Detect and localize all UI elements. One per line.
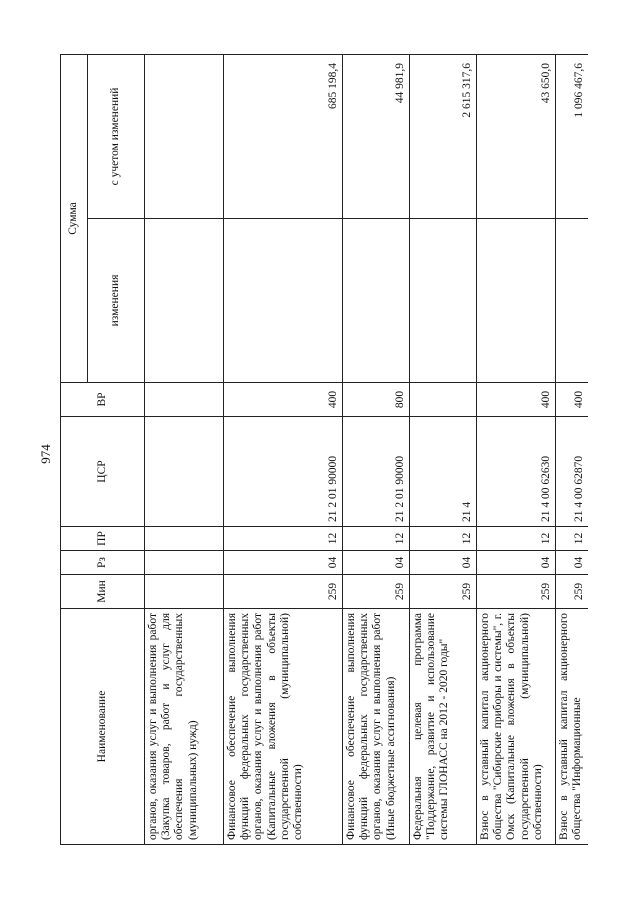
row-csr: 21 2 01 90000 <box>343 417 410 527</box>
row-total: 2 615 317,6 <box>410 54 477 218</box>
row-vr: 800 <box>343 383 410 417</box>
row-total <box>145 54 224 218</box>
row-pr: 12 <box>556 527 589 551</box>
row-name: Федеральная целевая программа "Поддержание, развитие и использование системы ГЛОНАСС на 2012 - 2020 годы" <box>410 609 477 845</box>
row-csr <box>145 417 224 527</box>
table-row <box>343 54 410 844</box>
row-change <box>477 219 556 383</box>
header-min: Мин <box>61 575 145 609</box>
row-vr <box>410 383 477 417</box>
budget-table <box>60 54 588 845</box>
budget-table-sheet <box>60 55 585 845</box>
row-change <box>556 219 589 383</box>
row-name: органов, оказания услуг и выполнения работ (Закупка товаров, работ и услуг для обеспечения государственных (муниципальных) нужд) <box>145 609 224 845</box>
row-total: 1 096 467,6 <box>556 54 589 218</box>
row-rz: 04 <box>477 551 556 575</box>
header-change: изменения <box>88 219 145 383</box>
row-min <box>145 575 224 609</box>
header-sum: Сумма <box>61 54 88 382</box>
table-row <box>556 54 589 844</box>
header-rz: Рз <box>61 551 145 575</box>
row-pr: 12 <box>224 527 343 551</box>
row-rz: 04 <box>410 551 477 575</box>
row-pr: 12 <box>477 527 556 551</box>
row-change <box>224 219 343 383</box>
row-total: 685 198,4 <box>224 54 343 218</box>
row-name: Финансовое обеспечение выполнения функций федеральных государственных органов, оказания услуг и выполнения работ (Иные бюджетные ассигнования) <box>343 609 410 845</box>
row-name: Финансовое обеспечение выполнения функций федеральных государственных органов, оказания услуг и выполнения работ (Капитальные вложения в объекты государственной (муниципальной) собственности) <box>224 609 343 845</box>
table-row <box>410 54 477 844</box>
row-min: 259 <box>224 575 343 609</box>
row-min: 259 <box>556 575 589 609</box>
table-row <box>145 54 224 844</box>
row-total: 44 981,9 <box>343 54 410 218</box>
row-change <box>145 219 224 383</box>
page-number: 974 <box>38 444 53 464</box>
row-csr: 21 4 00 62630 <box>477 417 556 527</box>
row-rz: 04 <box>224 551 343 575</box>
row-vr: 400 <box>224 383 343 417</box>
header-name: Наименование <box>61 609 145 845</box>
header-csr: ЦСР <box>61 417 145 527</box>
header-pr: ПР <box>61 527 145 551</box>
row-pr <box>145 527 224 551</box>
row-rz: 04 <box>556 551 589 575</box>
row-name: Взнос в уставный капитал акционерного общества "Сибирские приборы и системы", г. Омск (Капитальные вложения в объекты государственной (муниципальной) собственности) <box>477 609 556 845</box>
row-min: 259 <box>343 575 410 609</box>
row-change <box>343 219 410 383</box>
row-name: Взнос в уставный капитал акционерного общества "Информационные <box>556 609 589 845</box>
header-vr: ВР <box>61 383 145 417</box>
table-row <box>477 54 556 844</box>
row-vr <box>145 383 224 417</box>
row-rz: 04 <box>343 551 410 575</box>
row-min: 259 <box>410 575 477 609</box>
row-vr: 400 <box>477 383 556 417</box>
row-vr: 400 <box>556 383 589 417</box>
row-change <box>410 219 477 383</box>
row-csr: 21 4 00 62870 <box>556 417 589 527</box>
row-csr: 21 4 <box>410 417 477 527</box>
row-csr: 21 2 01 90000 <box>224 417 343 527</box>
row-pr: 12 <box>410 527 477 551</box>
table-row <box>224 54 343 844</box>
row-total: 43 650,0 <box>477 54 556 218</box>
row-min: 259 <box>477 575 556 609</box>
header-with-change: с учетом изменений <box>88 54 145 218</box>
row-pr: 12 <box>343 527 410 551</box>
row-rz <box>145 551 224 575</box>
